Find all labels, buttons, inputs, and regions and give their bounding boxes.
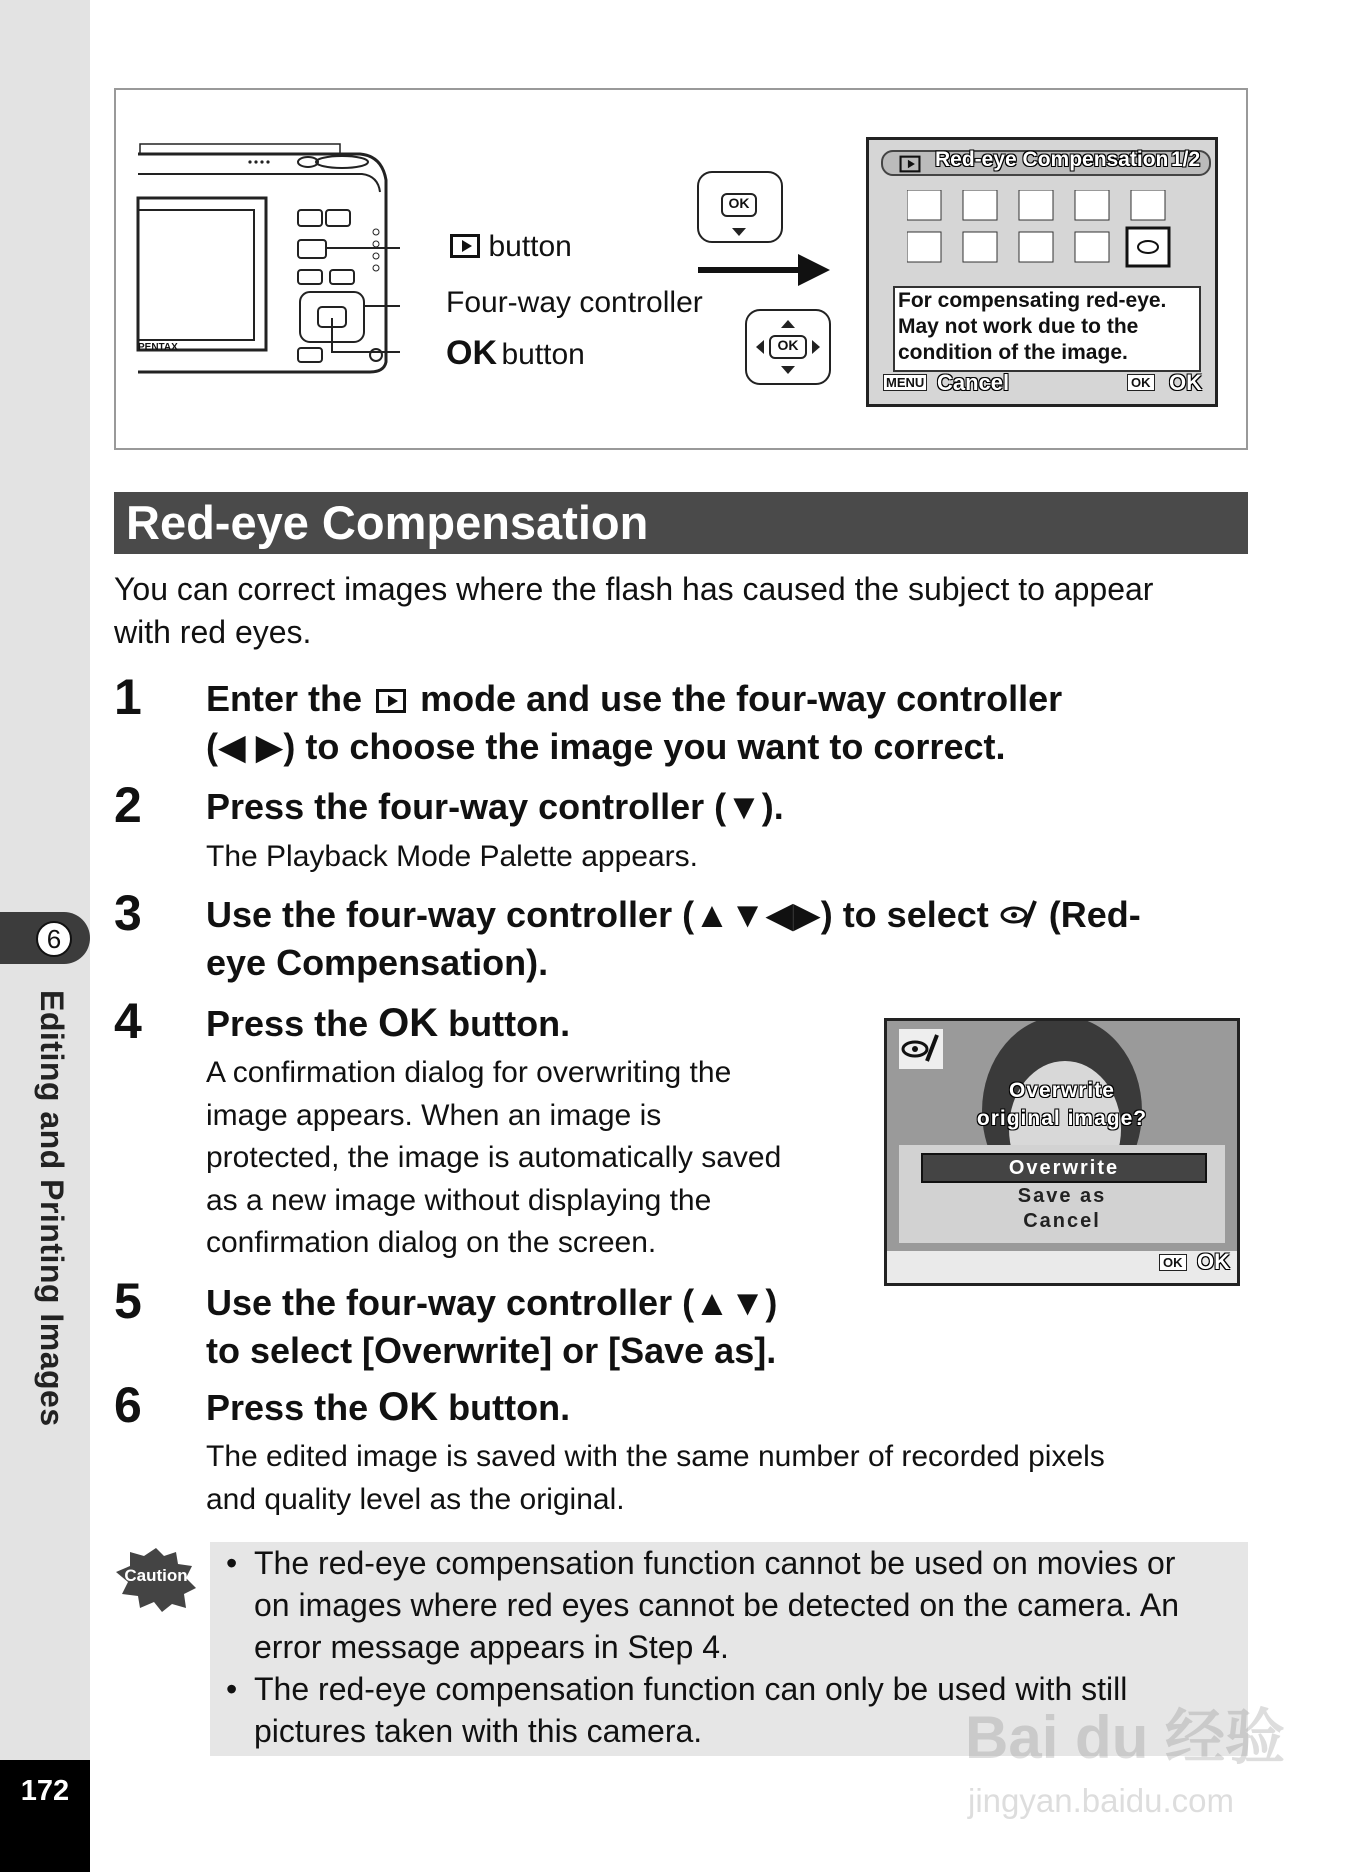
caution-label: Caution — [124, 1566, 188, 1585]
red-eye-icon — [899, 1029, 943, 1069]
playback-button-callout — [446, 230, 572, 264]
caution-bullet-1: The red-eye compensation function cannot be used on movies or on images where red eyes cannot be detected on the camera. An error message appears in Step 4. — [254, 1545, 1180, 1665]
camera-brand: PENTAX — [138, 342, 178, 353]
step-6-text: Press the OK button. — [206, 1385, 571, 1429]
step-2-sub: The Playback Mode Palette appears. — [206, 840, 698, 873]
ok-button-callout — [446, 334, 585, 373]
option-cancel[interactable]: Cancel — [1023, 1210, 1101, 1232]
step-6-sub: The edited image is saved with the same number of recorded pixels and quality level as the original. — [206, 1440, 1105, 1516]
four-way-controller-label: Four-way controller — [446, 286, 703, 319]
section-title: Red-eye Compensation — [126, 496, 649, 549]
screen-page: 1/2 — [1171, 148, 1201, 171]
playback-mode-icon — [376, 689, 406, 713]
step-4-text: Press the OK button. — [206, 1001, 571, 1045]
step-4-sub: A confirmation dialog for overwriting the image appears. When an image is protected, the image is automatically saved as a new image without displaying the confirmation dialog on the screen. — [206, 1056, 782, 1259]
overwrite-dialog-screen — [884, 1018, 1240, 1286]
screen-message-line-2: May not work due to the — [898, 315, 1139, 338]
cancel-label: Cancel — [937, 370, 1010, 395]
ok-symbol: OK — [378, 1385, 439, 1429]
ok-key-bottom: OK — [777, 337, 799, 353]
step-3-number: 3 — [114, 885, 142, 941]
red-eye-icon — [999, 897, 1039, 933]
chapter-title: Editing and Printing Images — [34, 990, 70, 1427]
dialog-prompt-line-1: Overwrite — [1009, 1079, 1115, 1102]
step-5-text: Use the four-way controller (▲▼) to select [Overwrite] or [Save as]. — [206, 1282, 778, 1371]
chapter-number: 6 — [36, 921, 72, 957]
step-6-number: 6 — [114, 1377, 142, 1433]
screen-playback-icon — [891, 152, 929, 179]
palette-icons — [907, 190, 1177, 270]
page-number: 172 — [20, 1775, 70, 1807]
screen-message-line-3: condition of the image. — [898, 341, 1128, 364]
option-save-as[interactable]: Save as — [1017, 1185, 1107, 1207]
dialog-ok-key: OK — [1159, 1254, 1187, 1271]
caution-bullet-2: The red-eye compensation function can only be used with still pictures taken with this camera. — [254, 1671, 1128, 1749]
ok-symbol: OK — [446, 334, 497, 372]
playback-icon — [450, 234, 480, 258]
screen-message-box — [893, 286, 1201, 372]
ok-button-label: button — [501, 338, 585, 371]
dialog-prompt-line-2: original image? — [976, 1107, 1148, 1130]
screen-ok-label: OK — [1169, 370, 1202, 395]
watermark-url: jingyan.baidu.com — [968, 1782, 1234, 1819]
step-3-text: Use the four-way controller (▲▼◀▶) to select (Red- eye Compensation). — [206, 894, 1141, 983]
ok-symbol: OK — [378, 1001, 439, 1045]
step-1-text: Enter the mode and use the four-way controller (◀ ▶) to choose the image you want to correct. — [206, 678, 1063, 767]
step-1-number: 1 — [114, 669, 142, 725]
caution-bullet-2-marker: • — [226, 1671, 238, 1707]
screen-message-line-1: For compensating red-eye. — [898, 289, 1167, 312]
step-4-number: 4 — [114, 993, 142, 1049]
step-2-number: 2 — [114, 777, 142, 833]
screen-title: Red-eye Compensation — [935, 148, 1169, 171]
controller-diagram — [694, 170, 834, 390]
watermark-logo: Bai du 经验 — [965, 1704, 1286, 1771]
intro-text: You can correct images where the flash has caused the subject to appear with red eyes. — [114, 571, 1154, 650]
screen-ok-key: OK — [1127, 374, 1155, 391]
step-2-text: Press the four-way controller (▼). — [206, 786, 784, 827]
ok-key-top: OK — [728, 195, 750, 211]
step-5-number: 5 — [114, 1273, 142, 1329]
caution-bullet-1-marker: • — [226, 1545, 238, 1581]
playback-button-label: button — [488, 230, 572, 263]
menu-key: MENU — [883, 374, 927, 391]
palette-screen — [866, 137, 1218, 407]
dialog-ok-label: OK — [1197, 1249, 1230, 1274]
option-overwrite[interactable]: Overwrite — [921, 1153, 1207, 1183]
